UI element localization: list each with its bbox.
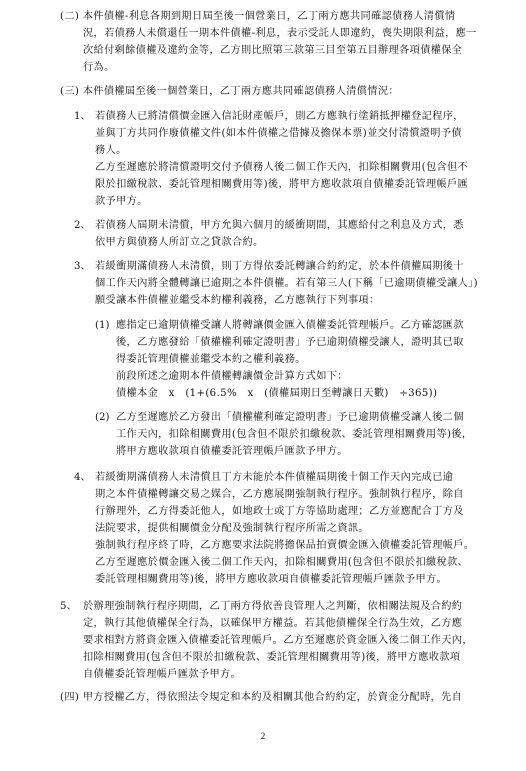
item-line: 若債務人已將清償價金匯入信託財產帳戶，則乙方應執行塗銷抵押權登記程序，: [95, 111, 464, 122]
item-line: 定，執行其他債權保全行為，以確保甲方權益。若其他債權保全行為生效，乙方應: [83, 618, 463, 629]
item-line: 自債權委託管理帳戶匯款予甲方。: [83, 669, 242, 680]
sub-item-number: (1): [95, 320, 110, 331]
item-line: 務人。: [95, 145, 127, 156]
formula-line: 債權本金 x (1+(6.5% x (債權屆期日至轉讓日天數) ÷365)): [116, 388, 438, 399]
sub-item-number: (2): [95, 412, 110, 423]
item-number: 2、: [74, 220, 91, 231]
section-2-line: 行為。: [83, 62, 115, 73]
item-line: 委託管理相關費用等)後，將甲方應收款項自債權委託管理帳戶匯款予甲方。: [95, 574, 448, 585]
sub-item-line: 得委託管理債權並繼受本約之權利義務。: [116, 354, 306, 365]
item-line: 個工作天內將全體轉讓已逾期之本件債權。若有第三人(下稱「已逾期債權受讓人」): [95, 278, 478, 289]
item-line: 要求相對方將資金匯入債權委託管理帳戶。乙方至遲應於資金匯入後二個工作天內，: [83, 635, 473, 646]
item-line: 乙方至遲應於價金匯入後二個工作天內，扣除相關費用(包含但不限於扣繳稅款、: [95, 557, 469, 568]
item-line: 期之本件債權轉讓交易之媒合，乙方應展開強制執行程序。強制執行程序，除自: [95, 489, 464, 500]
item-line: 並與丁方共同作廢債權文件(如本件債權之借據及擔保本票)並交付清償證明予債: [95, 128, 462, 139]
item-number: 4、: [74, 472, 91, 483]
section-2-line: 況，若債務人未償還任一期本件債權-利息，表示受託人即違約，喪失期限利益，應一: [83, 28, 477, 39]
item-line: 依甲方與債務人所訂立之貸款合約。: [95, 237, 264, 248]
item-line: 若債務人屆期未清償，甲方允與六個月的緩衝期間，其應給付之利息及方式，悉: [95, 220, 464, 231]
item-number: 3、: [74, 261, 91, 272]
item-line: 扣除相關費用(包含但不限於扣繳稅款、委託管理相關費用等)後，將甲方應收款項: [83, 652, 461, 663]
sub-item-line: 前段所述之逾期本件債權轉讓價金計算方式如下：: [116, 371, 348, 382]
item-number: 5、: [60, 601, 77, 612]
item-line: 法院要求，提供相關價金分配及強制執行程序所需之資訊。: [95, 523, 369, 534]
item-line: 於辦理強制執行程序期間，乙丁兩方得依善良管理人之判斷，依相關法規及合約約: [83, 601, 463, 612]
section-2-line: 次給付剩餘債權及違約金等，乙方則比照第三款第三目至第五目辦理各項債權保全: [83, 45, 463, 56]
item-number: 1、: [74, 111, 91, 122]
item-line: 若緩衝期滿債務人未清償且丁方未能於本件債權屆期後十個工作天內完成已逾: [95, 472, 454, 483]
item-line: 限於扣繳稅款、委託管理相關費用等)後，將甲方應收款項自債權委託管理帳戶匯: [95, 179, 469, 190]
item-line: 行辦理外，乙方得委託他人，如地政士或丁方等協助處理；乙方並應配合丁方及: [95, 506, 464, 517]
page-number: 2: [260, 731, 266, 741]
sub-item-line: 應指定已逾期債權受讓人將轉讓價金匯入債權委託管理帳戶。乙方確認匯款: [116, 320, 464, 331]
item-line: 若緩衝期滿債務人未清償，則丁方得依委託轉讓合約約定，於本件債權屆期後十: [95, 261, 464, 272]
sub-item-line: 將甲方應收款項自債權委託管理帳戶匯款予甲方。: [116, 446, 348, 457]
item-line: 願受讓本件債權並繼受本約權利義務，乙方應執行下列事項：: [95, 295, 380, 306]
section-3-heading: (三) 本件債權屆至後一個營業日，乙丁兩方應共同確認債務人清償情況：: [60, 86, 399, 97]
section-2-line: (二) 本件債權-利息各期到期日屆至後一個營業日，乙丁兩方應共同確認債務人清償情: [60, 11, 456, 22]
sub-item-line: 後，乙方應發給「債權權利確定證明書」予已逾期債權受讓人，證明其已取: [116, 337, 464, 348]
sub-item-line: 乙方至遲應於乙方發出「債權權利確定證明書」予已逾期債權受讓人後二個: [116, 412, 464, 423]
item-line: 強制執行程序終了時，乙方應要求法院將擔保品拍賣價金匯入債權委託管理帳戶。: [95, 540, 475, 551]
sub-item-line: 工作天內，扣除相關費用(包含但不限於扣繳稅款、委託管理相關費用等)後，: [116, 429, 473, 440]
section-4-line: (四) 甲方授權乙方，得依照法令規定和本約及相關其他合約約定，於資金分配時，先自: [60, 692, 463, 703]
item-line: 款予甲方。: [95, 196, 148, 207]
item-line: 乙方至遲應於將清償證明交付予債務人後二個工作天內，扣除相關費用(包含但不: [95, 162, 469, 173]
